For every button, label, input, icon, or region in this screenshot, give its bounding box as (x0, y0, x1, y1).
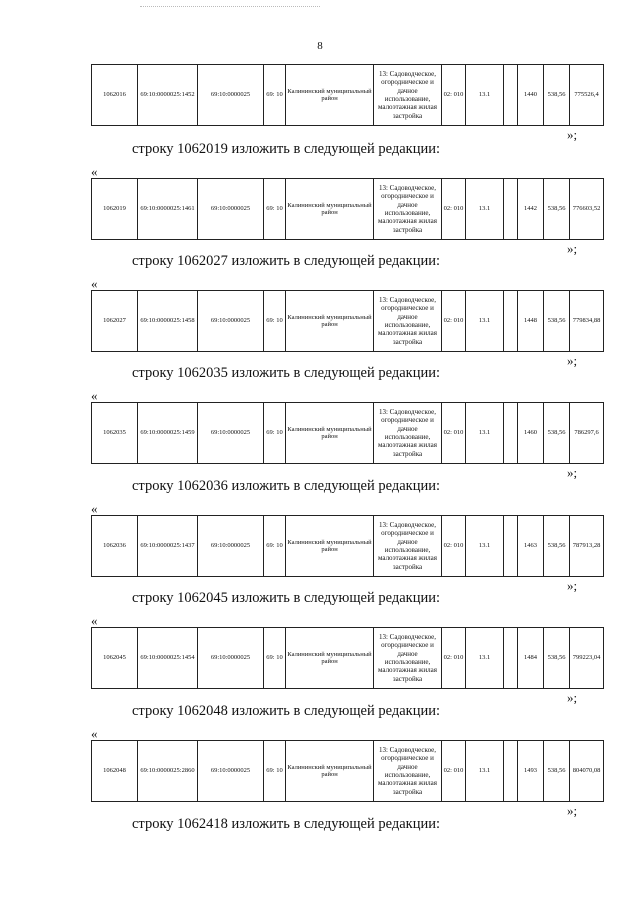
cell-quarter: 69:10:0000025 (198, 179, 264, 240)
record-table (91, 178, 604, 240)
cell-code: 69: 10 (264, 65, 286, 126)
cell-use: 13: Садоводческое, огородническое и дачное использование, малоэтажная жилая застройка (374, 291, 442, 352)
cell-id: 1062027 (92, 291, 138, 352)
cell-cadastral: 69:10:0000025:1461 (138, 179, 198, 240)
cell-district: Калининский муниципальный район (286, 516, 374, 577)
instruction-line-final: строку 1062418 изложить в следующей редакции: (132, 816, 440, 832)
cell-area: 1448 (518, 291, 544, 352)
cell-area: 1484 (518, 628, 544, 689)
cell-blank (504, 403, 518, 464)
cell-rate: 538,56 (544, 741, 570, 802)
cell-use: 13: Садоводческое, огородническое и дачное использование, малоэтажная жилая застройка (374, 403, 442, 464)
cell-group: 13.1 (466, 291, 504, 352)
cell-group: 13.1 (466, 741, 504, 802)
cell-blank (504, 65, 518, 126)
cell-area: 1460 (518, 403, 544, 464)
close-quote: »; (567, 578, 578, 593)
cell-district: Калининский муниципальный район (286, 65, 374, 126)
cell-group: 13.1 (466, 403, 504, 464)
cell-rate: 538,56 (544, 291, 570, 352)
cell-cadastral: 69:10:0000025:1452 (138, 65, 198, 126)
cell-cat: 02: 010 (442, 741, 466, 802)
cell-group: 13.1 (466, 65, 504, 126)
cell-area: 1442 (518, 179, 544, 240)
cell-cat: 02: 010 (442, 65, 466, 126)
close-quote: »; (567, 690, 578, 705)
cell-value: 775526,4 (570, 65, 604, 126)
cell-use: 13: Садоводческое, огородническое и дачное использование, малоэтажная жилая застройка (374, 516, 442, 577)
instruction-line: строку 1062036 изложить в следующей редакции: (132, 478, 440, 494)
record-table (91, 627, 604, 689)
record-table (91, 740, 604, 802)
cell-district: Калининский муниципальный район (286, 291, 374, 352)
cell-quarter: 69:10:0000025 (198, 291, 264, 352)
cell-use: 13: Садоводческое, огородническое и дачное использование, малоэтажная жилая застройка (374, 628, 442, 689)
cell-cat: 02: 010 (442, 628, 466, 689)
cell-value: 787913,28 (570, 516, 604, 577)
cell-code: 69: 10 (264, 291, 286, 352)
record-table (91, 515, 604, 577)
record-table (91, 290, 604, 352)
close-quote: »; (567, 465, 578, 480)
close-quote: »; (567, 353, 578, 368)
cell-use: 13: Садоводческое, огородническое и дачное использование, малоэтажная жилая застройка (374, 65, 442, 126)
cell-area: 1493 (518, 741, 544, 802)
cell-cadastral: 69:10:0000025:1454 (138, 628, 198, 689)
open-quote: « (91, 726, 98, 741)
cell-code: 69: 10 (264, 403, 286, 464)
cell-id: 1062019 (92, 179, 138, 240)
cell-blank (504, 628, 518, 689)
cell-group: 13.1 (466, 516, 504, 577)
cell-id: 1062016 (92, 65, 138, 126)
cell-district: Калининский муниципальный район (286, 403, 374, 464)
open-quote: « (91, 164, 98, 179)
table-row (92, 65, 604, 126)
cell-code: 69: 10 (264, 741, 286, 802)
table-row (92, 291, 604, 352)
instruction-line: строку 1062027 изложить в следующей редакции: (132, 253, 440, 269)
cell-cat: 02: 010 (442, 516, 466, 577)
cell-quarter: 69:10:0000025 (198, 741, 264, 802)
record-table (91, 402, 604, 464)
cell-group: 13.1 (466, 628, 504, 689)
cell-district: Калининский муниципальный район (286, 628, 374, 689)
close-quote: »; (567, 803, 578, 818)
instruction-line: строку 1062048 изложить в следующей редакции: (132, 703, 440, 719)
cell-value: 799223,04 (570, 628, 604, 689)
cell-use: 13: Садоводческое, огородническое и дачное использование, малоэтажная жилая застройка (374, 179, 442, 240)
cell-value: 776603,52 (570, 179, 604, 240)
open-quote: « (91, 613, 98, 628)
cell-code: 69: 10 (264, 516, 286, 577)
cell-cat: 02: 010 (442, 291, 466, 352)
open-quote: « (91, 501, 98, 516)
close-quote: »; (567, 127, 578, 142)
table-row (92, 741, 604, 802)
cell-value: 786297,6 (570, 403, 604, 464)
page-number: 8 (317, 40, 323, 52)
header-artifact (140, 6, 320, 8)
cell-code: 69: 10 (264, 179, 286, 240)
cell-id: 1062035 (92, 403, 138, 464)
cell-blank (504, 179, 518, 240)
cell-use: 13: Садоводческое, огородническое и дачное использование, малоэтажная жилая застройка (374, 741, 442, 802)
cell-rate: 538,56 (544, 179, 570, 240)
cell-district: Калининский муниципальный район (286, 179, 374, 240)
cell-cadastral: 69:10:0000025:1459 (138, 403, 198, 464)
cell-value: 804070,08 (570, 741, 604, 802)
cell-quarter: 69:10:0000025 (198, 628, 264, 689)
cell-rate: 538,56 (544, 65, 570, 126)
cell-blank (504, 291, 518, 352)
instruction-line: строку 1062035 изложить в следующей редакции: (132, 365, 440, 381)
cell-cadastral: 69:10:0000025:1458 (138, 291, 198, 352)
cell-rate: 538,56 (544, 628, 570, 689)
instruction-line: строку 1062019 изложить в следующей редакции: (132, 141, 440, 157)
table-row (92, 403, 604, 464)
cell-id: 1062048 (92, 741, 138, 802)
cell-cadastral: 69:10:0000025:2860 (138, 741, 198, 802)
cell-cat: 02: 010 (442, 403, 466, 464)
cell-quarter: 69:10:0000025 (198, 403, 264, 464)
cell-quarter: 69:10:0000025 (198, 65, 264, 126)
cell-cadastral: 69:10:0000025:1437 (138, 516, 198, 577)
cell-cat: 02: 010 (442, 179, 466, 240)
cell-area: 1440 (518, 65, 544, 126)
cell-rate: 538,56 (544, 516, 570, 577)
cell-area: 1463 (518, 516, 544, 577)
table-row (92, 628, 604, 689)
cell-code: 69: 10 (264, 628, 286, 689)
cell-group: 13.1 (466, 179, 504, 240)
cell-rate: 538,56 (544, 403, 570, 464)
table-row (92, 516, 604, 577)
cell-id: 1062045 (92, 628, 138, 689)
cell-blank (504, 741, 518, 802)
record-table (91, 64, 604, 126)
open-quote: « (91, 276, 98, 291)
cell-quarter: 69:10:0000025 (198, 516, 264, 577)
cell-value: 779834,88 (570, 291, 604, 352)
cell-blank (504, 516, 518, 577)
close-quote: »; (567, 241, 578, 256)
instruction-line: строку 1062045 изложить в следующей редакции: (132, 590, 440, 606)
table-row (92, 179, 604, 240)
open-quote: « (91, 388, 98, 403)
cell-id: 1062036 (92, 516, 138, 577)
cell-district: Калининский муниципальный район (286, 741, 374, 802)
